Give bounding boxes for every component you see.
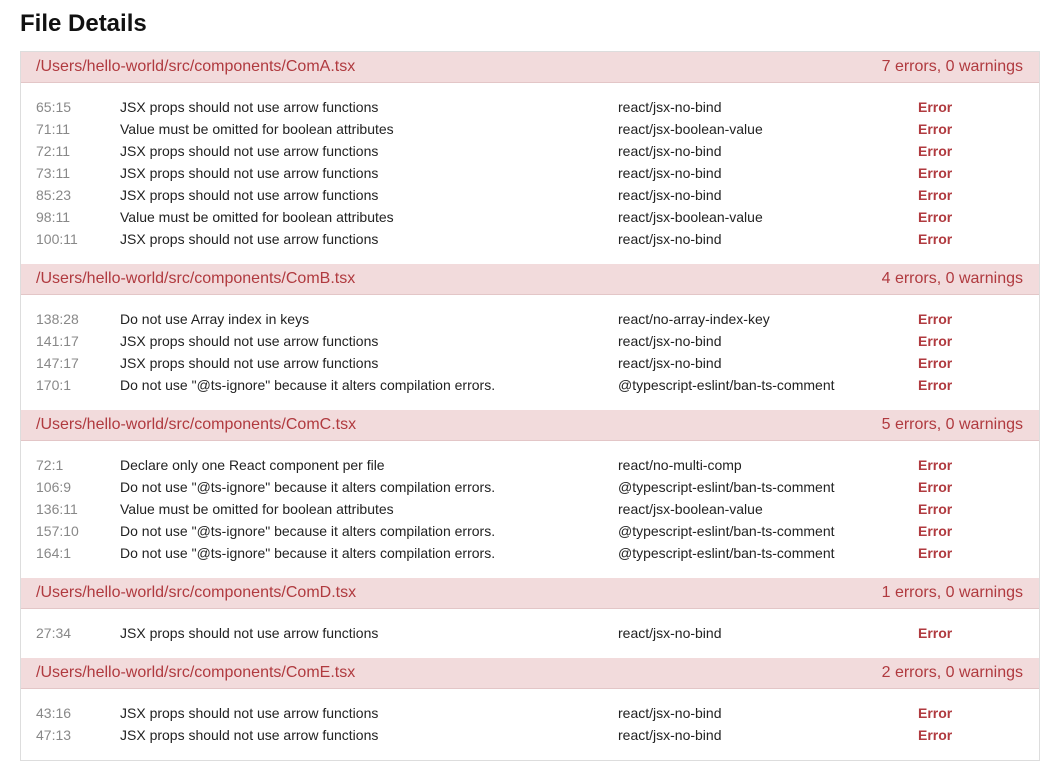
message-location: 73:11 (36, 165, 70, 181)
message-text: JSX props should not use arrow functions (120, 625, 379, 641)
file-messages (21, 689, 1039, 760)
message-location: 170:1 (36, 377, 72, 393)
message-severity: Error (918, 121, 953, 137)
message-location: 106:9 (36, 479, 72, 495)
message-text: JSX props should not use arrow functions (120, 705, 379, 721)
message-row (21, 542, 1039, 564)
message-text: Do not use Array index in keys (120, 311, 310, 327)
message-rule: react/jsx-boolean-value (618, 209, 763, 225)
file-path[interactable]: /Users/hello-world/src/components/ComE.tsx (36, 664, 356, 681)
message-severity: Error (918, 333, 953, 349)
message-severity: Error (918, 523, 953, 539)
message-severity: Error (918, 501, 953, 517)
message-row (21, 184, 1039, 206)
file-header[interactable] (21, 52, 1039, 83)
message-severity: Error (918, 625, 953, 641)
message-text: Do not use "@ts-ignore" because it alters compilation errors. (120, 545, 496, 561)
message-rule: react/jsx-no-bind (618, 727, 722, 743)
file-header[interactable] (21, 264, 1039, 295)
message-severity: Error (918, 457, 953, 473)
message-location: 85:23 (36, 187, 72, 203)
message-rule: react/jsx-no-bind (618, 143, 722, 159)
message-rule: react/jsx-boolean-value (618, 121, 763, 137)
message-location: 164:1 (36, 545, 72, 561)
message-row (21, 702, 1039, 724)
file-path[interactable]: /Users/hello-world/src/components/ComB.tsx (36, 270, 356, 287)
message-location: 43:16 (36, 705, 72, 721)
message-severity: Error (918, 187, 953, 203)
message-rule: @typescript-eslint/ban-ts-comment (618, 545, 835, 561)
message-location: 65:15 (36, 99, 72, 115)
message-text: JSX props should not use arrow functions (120, 187, 379, 203)
message-rule: react/jsx-no-bind (618, 333, 722, 349)
message-row (21, 118, 1039, 140)
message-location: 147:17 (36, 355, 79, 371)
message-rule: react/jsx-no-bind (618, 165, 722, 181)
message-row (21, 476, 1039, 498)
page-title: File Details (20, 10, 147, 37)
message-text: Value must be omitted for boolean attributes (120, 209, 394, 225)
message-text: Do not use "@ts-ignore" because it alters compilation errors. (120, 479, 496, 495)
message-severity: Error (918, 231, 953, 247)
file-summary: 2 errors, 0 warnings (881, 664, 1023, 681)
message-row (21, 140, 1039, 162)
message-severity: Error (918, 209, 953, 225)
message-row (21, 228, 1039, 250)
message-rule: react/jsx-no-bind (618, 705, 722, 721)
message-location: 47:13 (36, 727, 72, 743)
message-row (21, 622, 1039, 644)
message-text: Do not use "@ts-ignore" because it alters compilation errors. (120, 377, 496, 393)
message-row (21, 352, 1039, 374)
message-location: 27:34 (36, 625, 72, 641)
file-messages (21, 609, 1039, 658)
message-text: Do not use "@ts-ignore" because it alters compilation errors. (120, 523, 496, 539)
message-row (21, 498, 1039, 520)
message-row (21, 96, 1039, 118)
message-rule: react/jsx-no-bind (618, 231, 722, 247)
message-text: JSX props should not use arrow functions (120, 333, 379, 349)
message-text: JSX props should not use arrow functions (120, 231, 379, 247)
message-row (21, 724, 1039, 746)
message-severity: Error (918, 377, 953, 393)
message-row (21, 330, 1039, 352)
file-header[interactable] (21, 410, 1039, 441)
message-severity: Error (918, 99, 953, 115)
message-rule: @typescript-eslint/ban-ts-comment (618, 479, 835, 495)
message-severity: Error (918, 479, 953, 495)
message-rule: react/jsx-no-bind (618, 625, 722, 641)
file-list (20, 51, 1040, 761)
message-location: 100:11 (36, 231, 78, 247)
message-location: 72:1 (36, 457, 64, 473)
message-row (21, 308, 1039, 330)
message-rule: react/jsx-boolean-value (618, 501, 763, 517)
file-path[interactable]: /Users/hello-world/src/components/ComC.tsx (36, 416, 357, 433)
message-rule: react/jsx-no-bind (618, 355, 722, 371)
message-location: 71:11 (36, 121, 70, 137)
file-summary: 4 errors, 0 warnings (881, 270, 1023, 287)
message-location: 98:11 (36, 209, 70, 225)
message-location: 136:11 (36, 501, 78, 517)
message-row (21, 206, 1039, 228)
message-location: 157:10 (36, 523, 79, 539)
message-rule: @typescript-eslint/ban-ts-comment (618, 523, 835, 539)
message-severity: Error (918, 143, 953, 159)
file-messages (21, 295, 1039, 410)
file-header[interactable] (21, 658, 1039, 689)
message-text: Value must be omitted for boolean attributes (120, 121, 394, 137)
message-severity: Error (918, 165, 953, 181)
file-messages (21, 441, 1039, 578)
file-path[interactable]: /Users/hello-world/src/components/ComD.tsx (36, 584, 357, 601)
message-severity: Error (918, 727, 953, 743)
message-rule: @typescript-eslint/ban-ts-comment (618, 377, 835, 393)
message-rule: react/jsx-no-bind (618, 187, 722, 203)
message-severity: Error (918, 311, 953, 327)
message-text: Declare only one React component per file (120, 457, 385, 473)
message-rule: react/no-array-index-key (618, 311, 770, 327)
file-summary: 1 errors, 0 warnings (881, 584, 1023, 601)
message-location: 72:11 (36, 143, 70, 159)
message-text: JSX props should not use arrow functions (120, 355, 379, 371)
message-text: JSX props should not use arrow functions (120, 727, 379, 743)
file-summary: 7 errors, 0 warnings (881, 58, 1023, 75)
message-rule: react/no-multi-comp (618, 457, 742, 473)
message-rule: react/jsx-no-bind (618, 99, 722, 115)
file-summary: 5 errors, 0 warnings (881, 416, 1023, 433)
message-severity: Error (918, 545, 953, 561)
message-text: JSX props should not use arrow functions (120, 165, 379, 181)
message-text: JSX props should not use arrow functions (120, 143, 379, 159)
message-row (21, 162, 1039, 184)
message-severity: Error (918, 705, 953, 721)
message-row (21, 454, 1039, 476)
message-location: 138:28 (36, 311, 79, 327)
message-text: Value must be omitted for boolean attributes (120, 501, 394, 517)
file-messages (21, 83, 1039, 264)
message-severity: Error (918, 355, 953, 371)
message-row (21, 520, 1039, 542)
message-row (21, 374, 1039, 396)
message-text: JSX props should not use arrow functions (120, 99, 379, 115)
file-path[interactable]: /Users/hello-world/src/components/ComA.tsx (36, 58, 356, 75)
file-header[interactable] (21, 578, 1039, 609)
message-location: 141:17 (36, 333, 79, 349)
